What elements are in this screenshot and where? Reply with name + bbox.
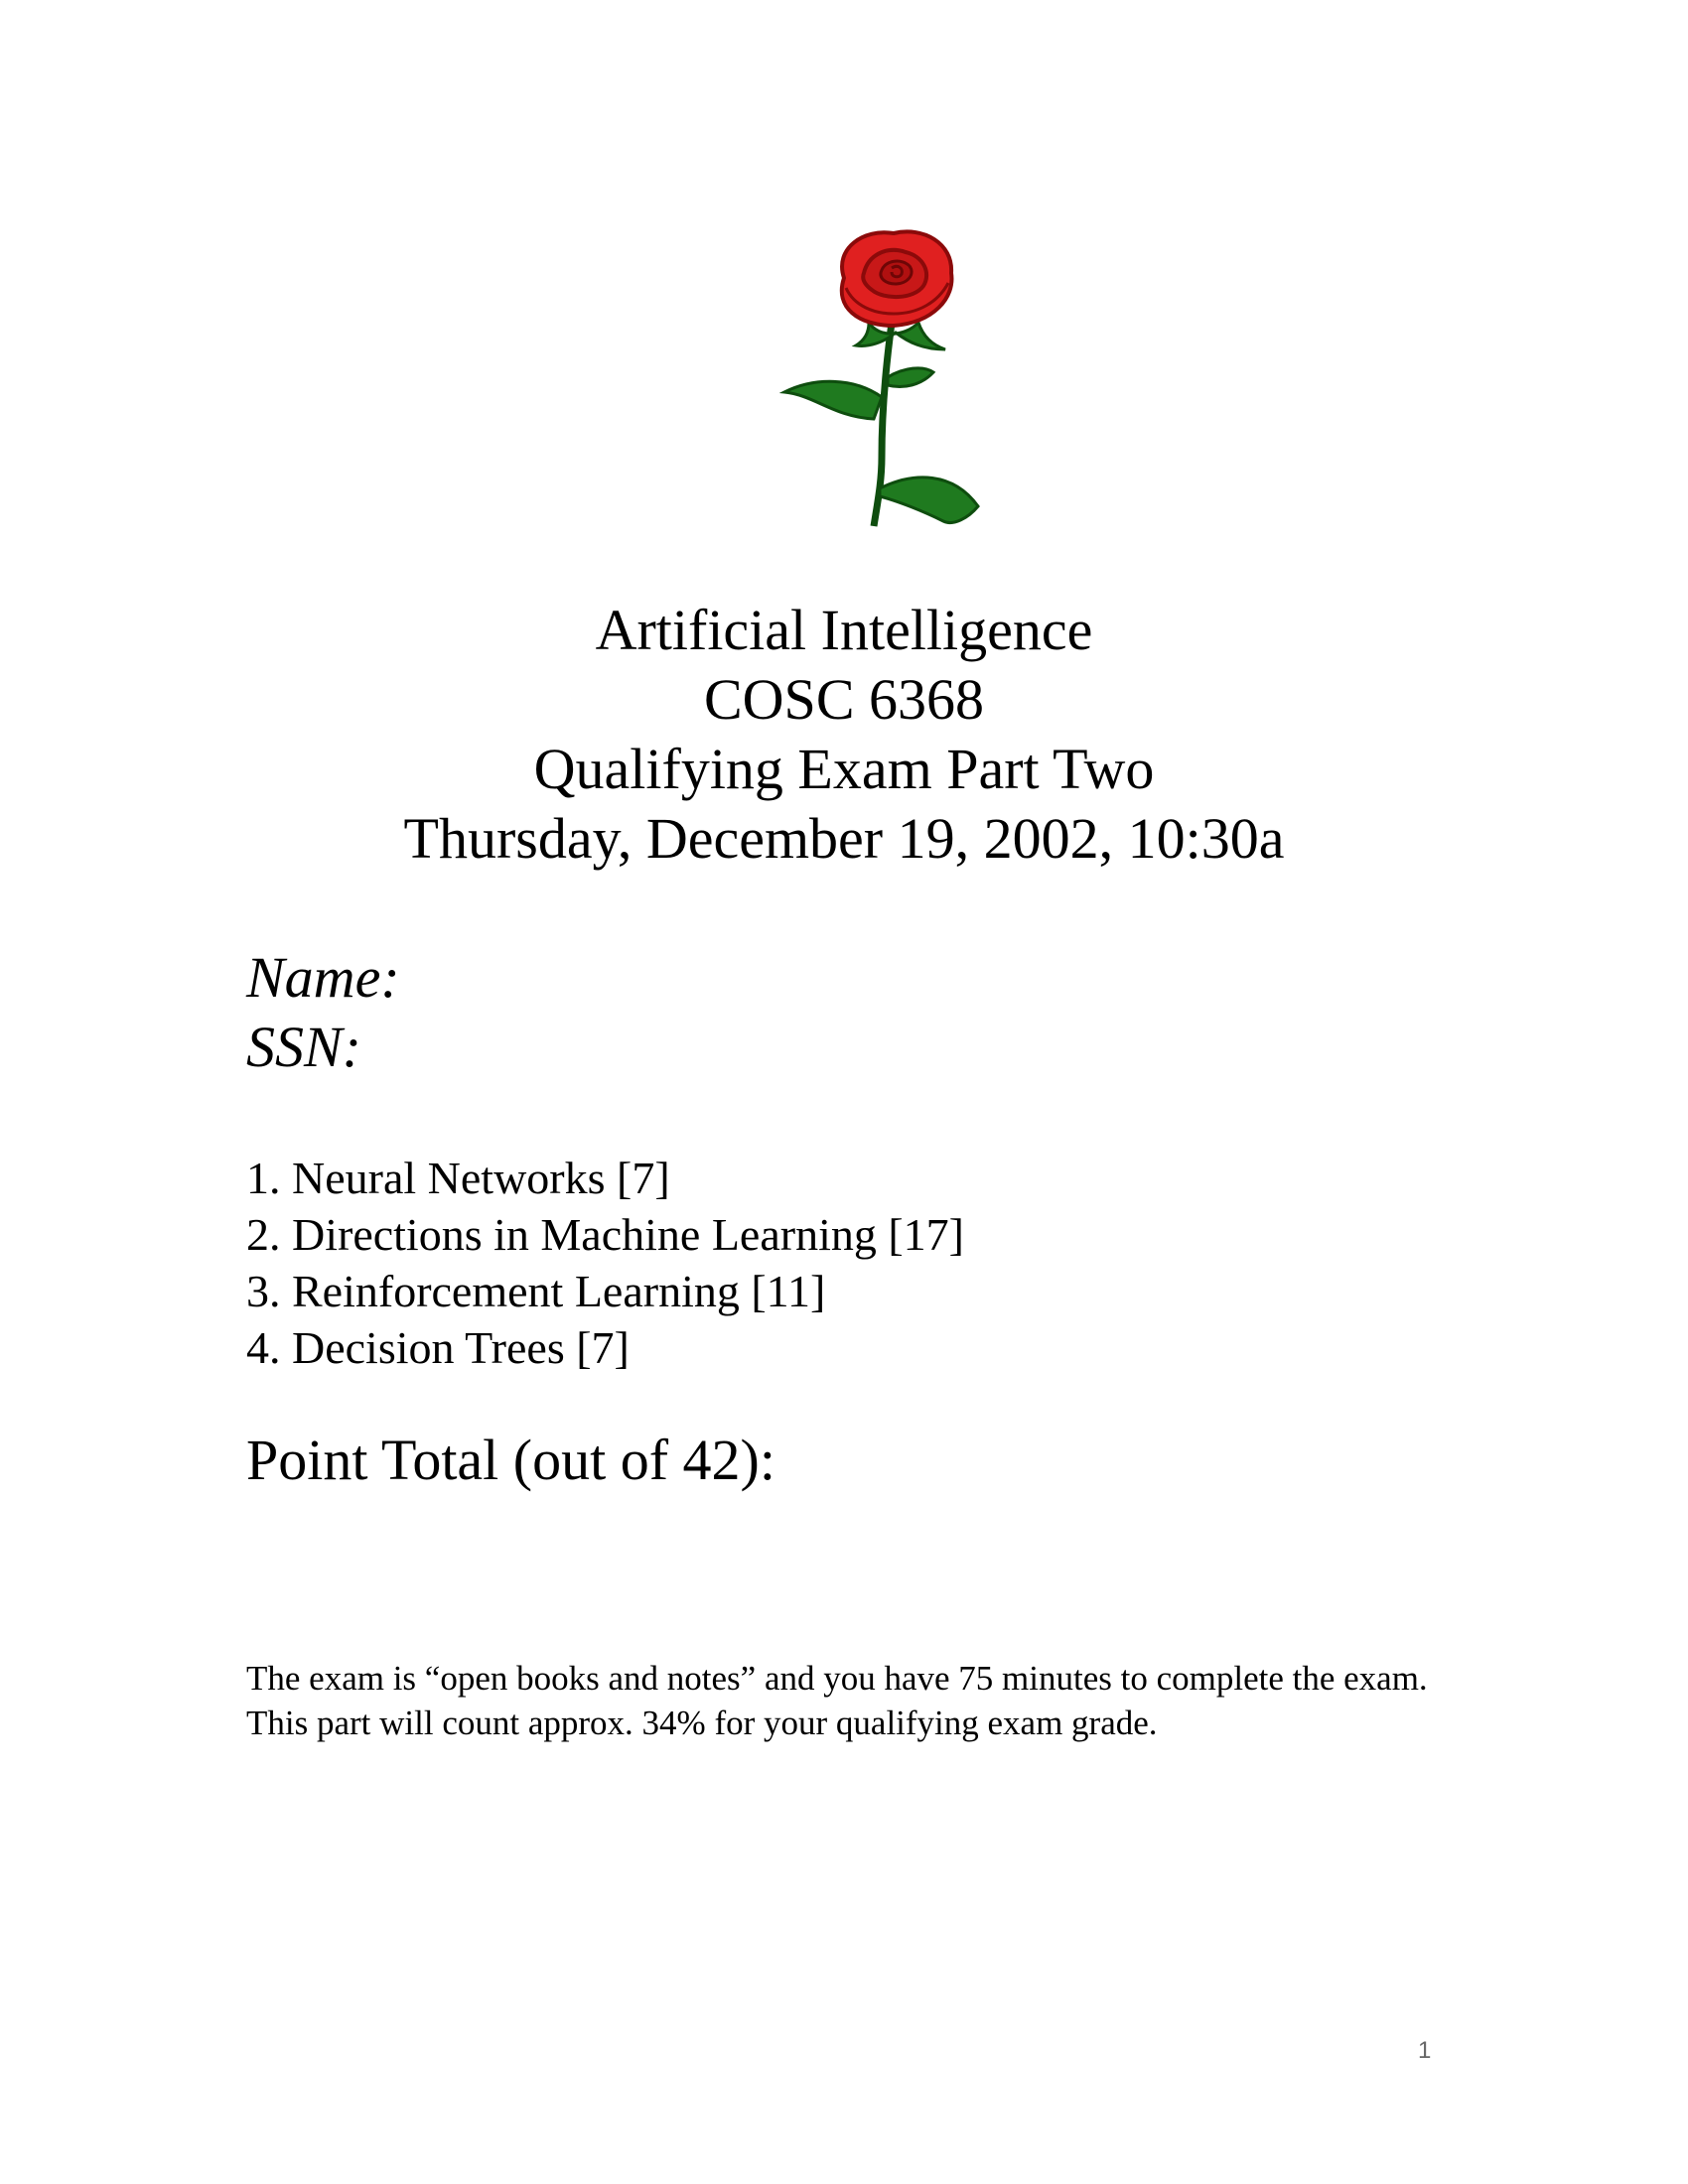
page-number: 1 [1418, 2037, 1432, 2064]
exam-title-block [0, 596, 1688, 874]
question-item: 3. Reinforcement Learning [11] [246, 1266, 826, 1316]
exam-instructions: The exam is “open books and notes” and you have 75 minutes to complete the exam. This part will count approx. 34% for your qualifying exam grade. [246, 1659, 1428, 1742]
name-label: Name: [246, 945, 400, 1010]
question-list [246, 1150, 964, 1376]
question-item: 4. Decision Trees [7] [246, 1322, 630, 1373]
point-total-label: Point Total (out of 42): [246, 1428, 775, 1492]
rose-bloom-center [881, 261, 912, 284]
student-fields [246, 943, 400, 1082]
rose-illustration [774, 228, 1013, 536]
course-code: COSC 6368 [703, 667, 984, 732]
question-item: 1. Neural Networks [7] [246, 1153, 670, 1203]
rose-leaf-right-small [888, 368, 933, 387]
exam-name: Qualifying Exam Part Two [533, 737, 1155, 801]
exam-date: Thursday, December 19, 2002, 10:30a [403, 806, 1285, 871]
question-item: 2. Directions in Machine Learning [17] [246, 1209, 964, 1260]
rose-leaf-left [784, 381, 882, 419]
ssn-label: SSN: [246, 1015, 361, 1079]
rose-leaf-right-large [880, 478, 978, 523]
course-title: Artificial Intelligence [595, 598, 1093, 662]
